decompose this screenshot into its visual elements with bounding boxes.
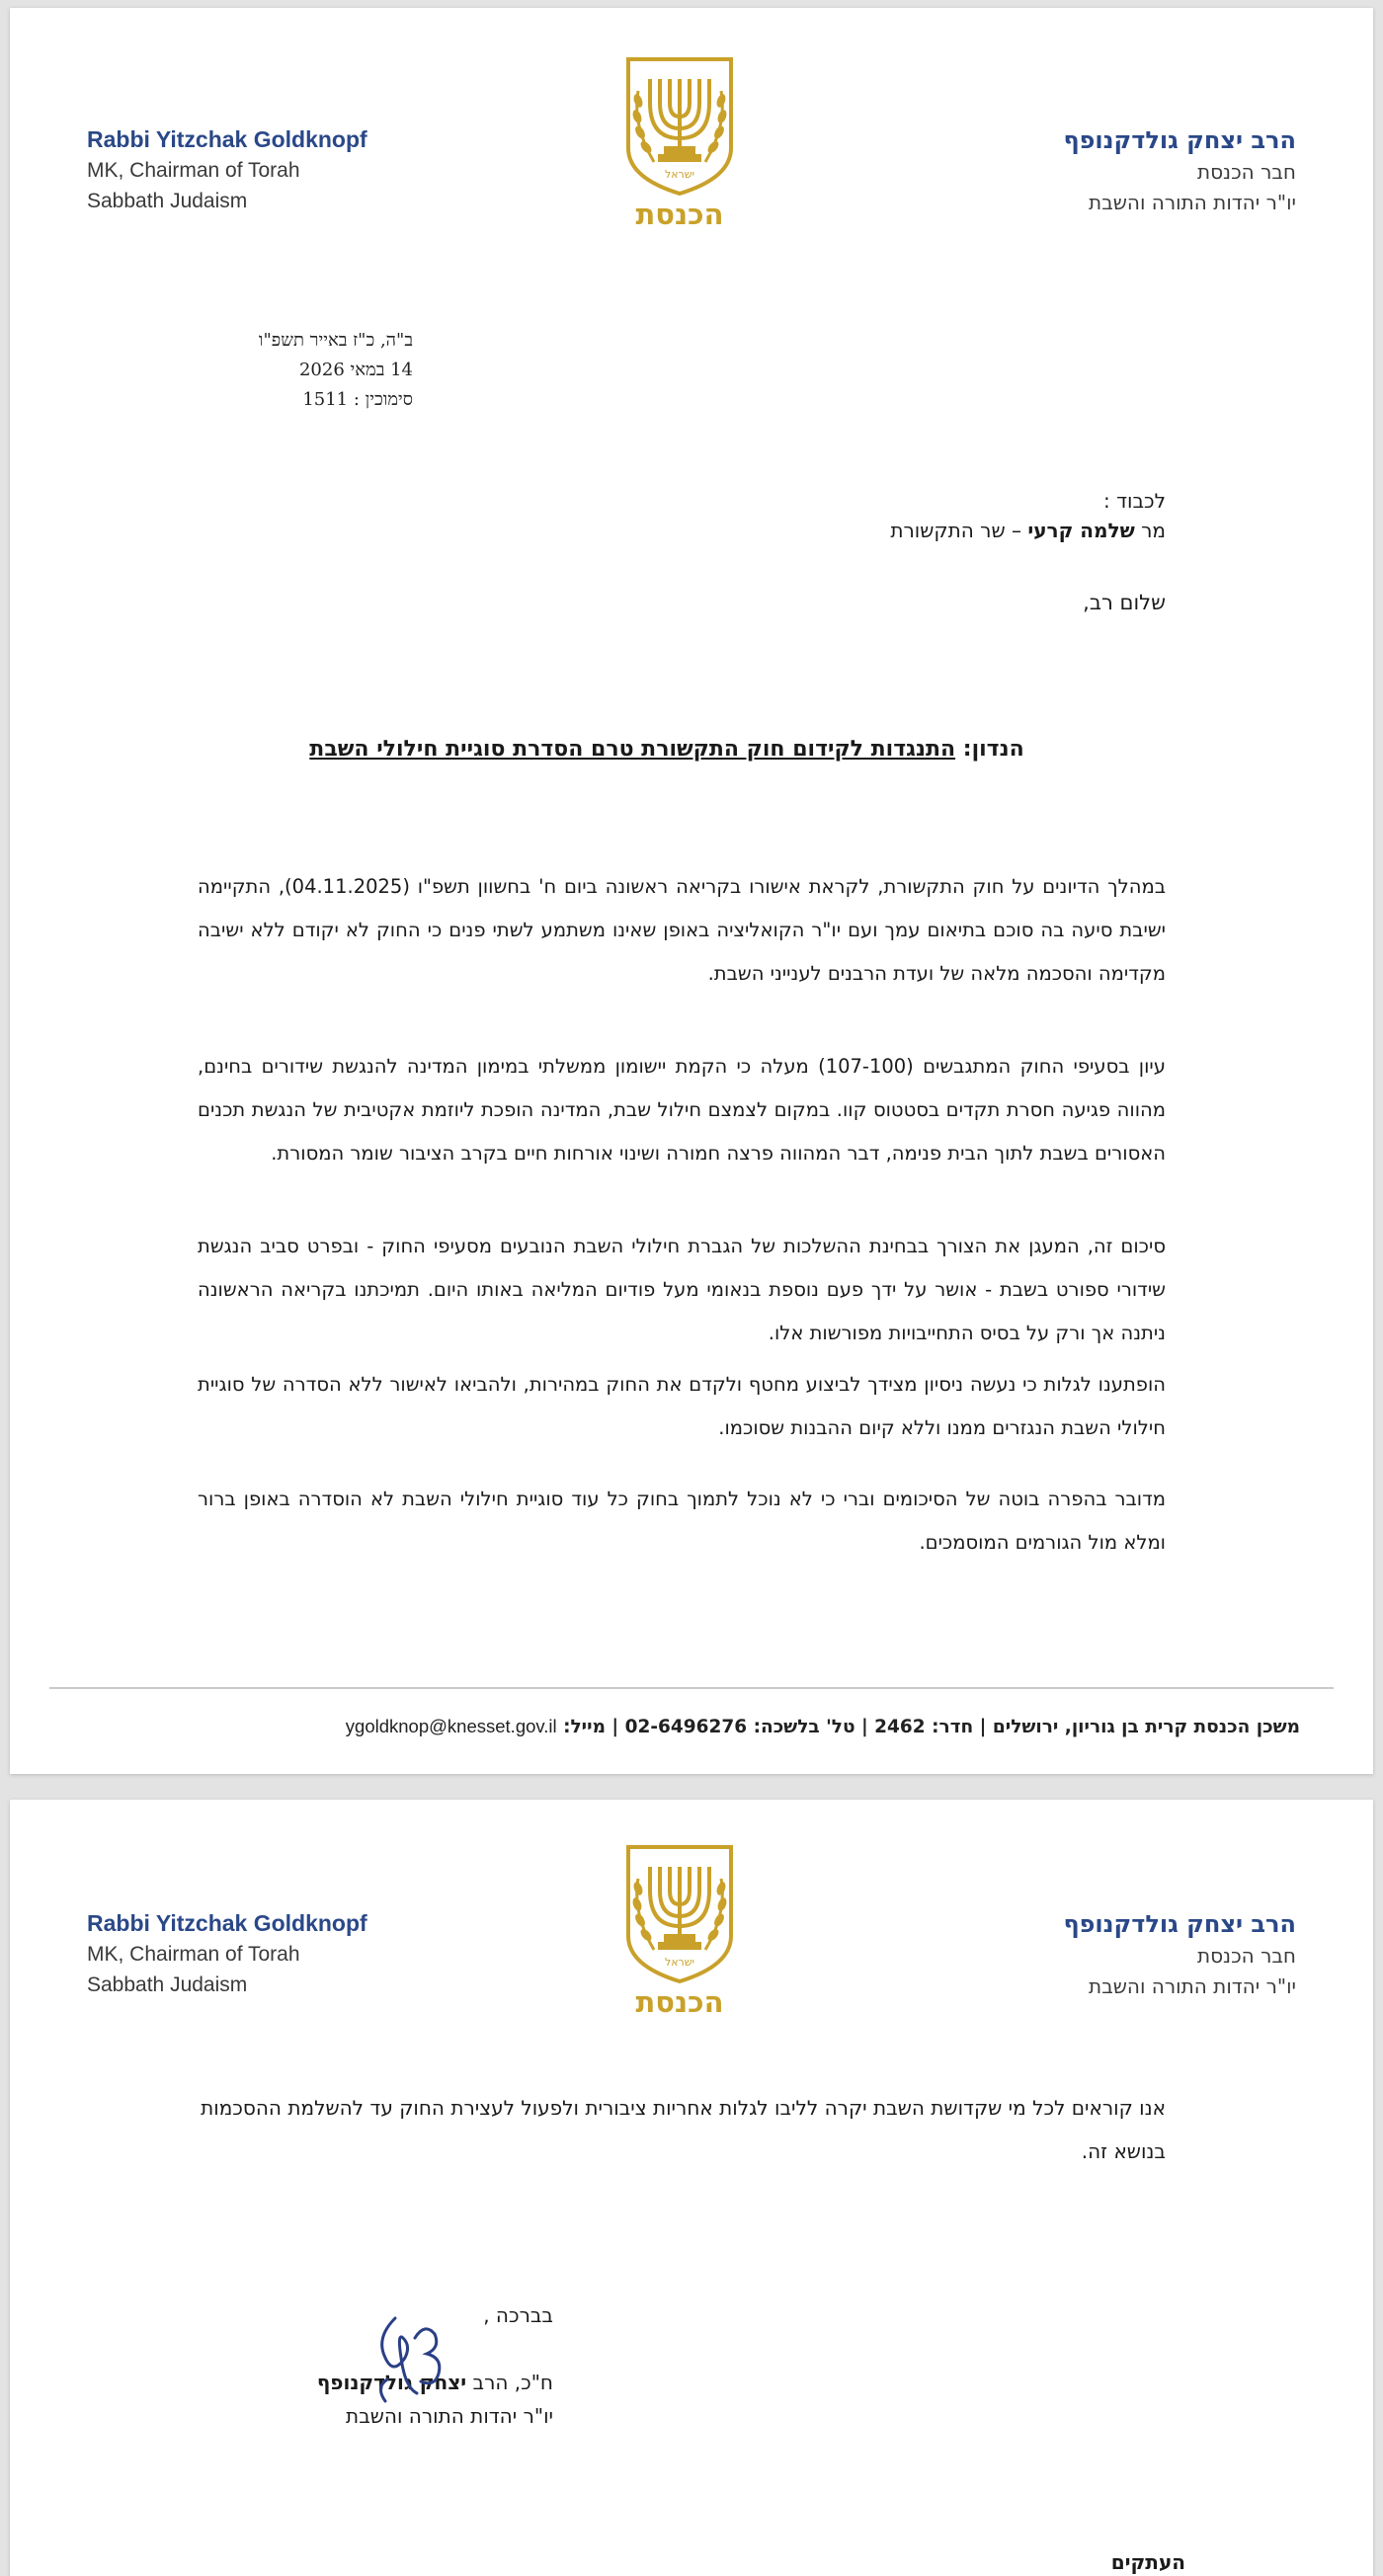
body-paragraph-2: עיון בסעיפי החוק המתגבשים (107-100) מעלה כי הקמת יישומון ממשלתי במימון המדינה להנגשת שידורים בחינם, מהווה פגיעה חסרת תקדים בסטטוס קוו. במקום לצמצם חילול שבת, המדינה הופכת ליוזמת אקטיבית של הנגשת תכנים האסורים בשבת לתוך הבית פנימה, דבר המהווה פרצה חמורה ושינוי אורחות חיים בקרב הציבור שומר המסורת.	[198, 1055, 1167, 1165]
letter-page-2	[10, 1800, 1373, 2576]
recipient-title: – שר התקשורת	[890, 519, 1021, 542]
hebrew-title-line-2: יו"ר יהדות התורה והשבת	[1089, 191, 1296, 214]
signer-prefix: ח"כ, הרב	[472, 2371, 553, 2394]
hebrew-name: הרב יצחק גולדקנופף	[1063, 1910, 1296, 1938]
hebrew-title-line-2: יו"ר יהדות התורה והשבת	[1089, 1974, 1296, 1998]
knesset-emblem	[614, 1839, 745, 2027]
recipient-block	[573, 486, 1166, 545]
footer-contact	[87, 1707, 1300, 1746]
menorah-emblem-icon	[614, 51, 745, 200]
copies-label: העתקים	[1110, 2550, 1185, 2574]
subject-line	[207, 737, 1126, 762]
closing-text: בברכה ,	[483, 2303, 553, 2327]
english-title-line-2: Sabbath Judaism	[87, 1973, 248, 1996]
menorah-emblem-icon	[614, 1839, 745, 1987]
english-letterhead	[87, 124, 443, 216]
english-name: Rabbi Yitzchak Goldknopf	[87, 126, 367, 152]
english-letterhead	[87, 1908, 443, 2000]
reference-number: סימוכין : 1511	[302, 389, 413, 410]
to-label: לכבוד :	[1103, 489, 1166, 513]
english-name: Rabbi Yitzchak Goldknopf	[87, 1910, 367, 1936]
body-paragraph-3: סיכום זה, המעגן את הצורך בבחינת ההשלכות של הגברת חילולי השבת הנובעים מסעיפי החוק - ובפרט סביב הנגשת שידורי ספורט בשבת - אושר על ידך פעם נוספת בנאומי מעל פודיום המליאה באותו היום. תמיכתנו בקריאה הראשונה ניתנה אך ורק על בסיס התחייבויות מפורשות אלו.	[198, 1235, 1166, 1344]
english-title-line-2: Sabbath Judaism	[87, 190, 248, 212]
date-block	[215, 326, 413, 415]
hebrew-title-line-1: חבר הכנסת	[1196, 160, 1296, 184]
subject-text: התנגדות לקידום חוק התקשורת טרם הסדרת סוגיית חילולי השבת	[309, 737, 956, 762]
emblem-word: הכנסת	[635, 1985, 724, 2019]
gregorian-date: 14 במאי 2026	[298, 360, 413, 380]
body-paragraph-1: במהלך הדיונים על חוק התקשורת, לקראת אישורו בקריאה ראשונה ביום ח' בחשוון תשפ"ו (04.11.2025), התקיימה ישיבת סיעה בה סוכם בתיאום עמך ועם יו"ר הקואליציה באופן שאינו משתמע לשתי פנים כי החוק לא יקודם ללא ישיבה מקדימה והסכמה מלאה של ועדת הרבנים לענייני השבת.	[198, 875, 1166, 985]
recipient-prefix: מר	[1141, 519, 1166, 542]
footer-address: משכן הכנסת קרית בן גוריון, ירושלים | חדר: 2462 | טל' בלשכה: 02-6496276 | מייל:	[563, 1717, 1300, 1737]
recipient-name: שלמה קרעי	[1027, 519, 1135, 542]
hebrew-date: ב"ה, כ"ז באייר תשפ"ו	[258, 330, 413, 351]
hebrew-letterhead	[881, 124, 1296, 218]
appeal-paragraph: אנו קוראים לכל מי שקדושת השבת יקרה לליבו לגלות אחריות ציבורית ולפעול לעצירת החוק עד להשלמת ההסכמות בנושא זה.	[201, 2096, 1166, 2163]
greeting: שלום רב,	[1083, 591, 1166, 614]
english-title-line-1: MK, Chairman of Torah	[87, 1943, 300, 1966]
subject-label: הנדון:	[962, 737, 1024, 762]
footer-divider	[49, 1687, 1334, 1689]
knesset-emblem	[614, 51, 745, 239]
emblem-word: הכנסת	[635, 198, 724, 231]
signer-name: יצחק גולדקנופף	[316, 2371, 467, 2394]
letter-page-1	[10, 8, 1373, 1774]
footer-email[interactable]: ygoldknop@knesset.gov.il	[345, 1716, 557, 1736]
body-paragraph-5: מדובר בהפרה בוטה של הסיכומים וברי כי לא נוכל לתמוך בחוק כל עוד סוגיית חילולי השבת לא הוסדרה באופן ברור ומלא מול הגורמים המוסמכים.	[198, 1488, 1166, 1554]
hebrew-title-line-1: חבר הכנסת	[1196, 1944, 1296, 1968]
signer-title: יו"ר יהדות התורה והשבת	[346, 2404, 553, 2428]
recipient-line	[573, 516, 1166, 545]
emblem-small-text: ישראל	[664, 168, 695, 181]
hebrew-letterhead	[881, 1908, 1296, 2002]
hebrew-name: הרב יצחק גולדקנופף	[1063, 126, 1296, 154]
handwritten-signature	[356, 2298, 464, 2407]
english-title-line-1: MK, Chairman of Torah	[87, 159, 300, 182]
body-paragraph-4: הופתענו לגלות כי נעשה ניסיון מצידך לביצוע מחטף ולקדם את החוק במהירות, ולהביאו לאישור ללא הסדרה של סוגיית חילולי השבת הנגזרים ממנו וללא קיום ההבנות שסוכמו.	[198, 1373, 1166, 1439]
emblem-small-text: ישראל	[664, 1956, 695, 1969]
